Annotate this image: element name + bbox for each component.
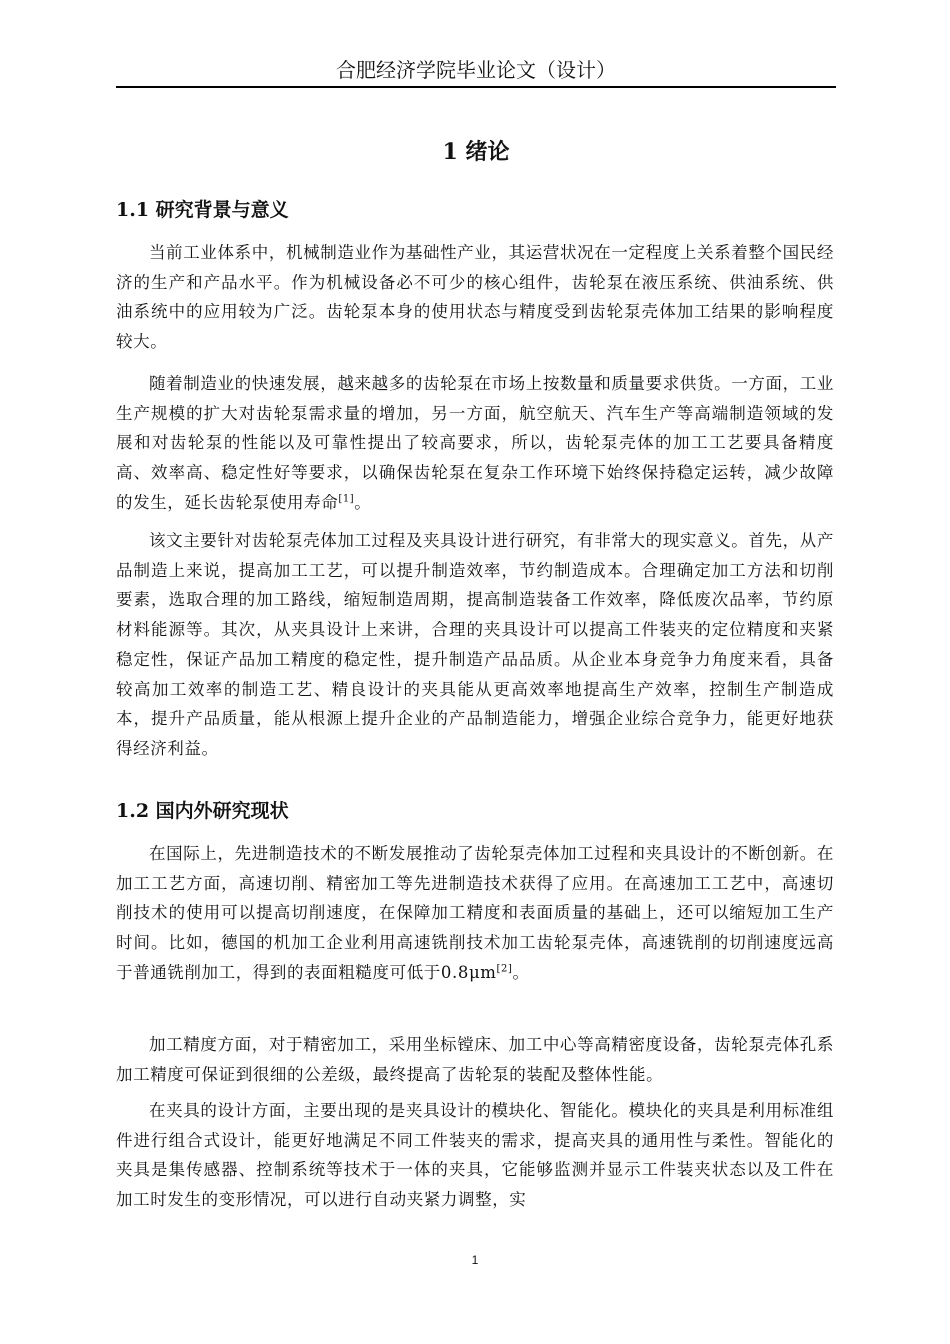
paragraph [116,369,834,518]
chapter-title: 1 绪论 [442,139,510,165]
citation-ref: [1] [338,493,355,505]
paragraph-text: 当前工业体系中，机械制造业作为基础性产业，其运营状况在一定程度上关系着整个国民经济的生产和产品水平。作为机械设备必不可少的核心组件，齿轮泵在液压系统、供油系统、供油系统中的应用较为广泛。齿轮泵本身的使用状态与精度受到齿轮泵壳体加工结果的影响程度较大。 [116,243,834,352]
paragraph-text: 在国际上，先进制造技术的不断发展推动了齿轮泵壳体加工过程和夹具设计的不断创新。在加工工艺方面，高速切削、精密加工等先进制造技术获得了应用。在高速加工工艺中，高速切削技术的使用可以提高切削速度，在保障加工精度和表面质量的基础上，还可以缩短加工生产时间。比如，德国的机加工企业利用高速铣削技术加工齿轮泵壳体，高速铣削的切削速度远高于普通铣削加工，得到的表面粗糙度可低于0.8μm [116,844,834,982]
page-header [116,56,836,88]
paragraph-tail: 。 [354,492,372,512]
section-title: 1.1 研究背景与意义 [116,199,289,221]
paragraph [116,526,834,764]
citation-ref: [2] [496,963,513,975]
paragraph-text: 该文主要针对齿轮泵壳体加工过程及夹具设计进行研究，有非常大的现实意义。首先，从产品制造上来说，提高加工工艺，可以提升制造效率，节约制造成本。合理确定加工方法和切削要素，选取合理的加工路线，缩短制造周期，提高制造装备工作效率，降低废次品率，节约原材料能源等。其次，从夹具设计上来讲，合理的夹具设计可以提高工件装夹的定位精度和夹紧稳定性，保证产品加工精度的稳定性，提升制造产品品质。从企业本身竞争力角度来看，具备较高加工效率的制造工艺、精良设计的夹具能从更高效率地提高生产效率，控制生产制造成本，提升产品质量，能从根源上提升企业的产品制造能力，增强企业综合竞争力，能更好地获得经济利益。 [116,531,834,758]
section-title: 1.2 国内外研究现状 [116,800,289,822]
paragraph [116,238,834,357]
page-number: 1 [471,1253,479,1267]
paragraph [116,839,834,988]
paragraph-tail: 。 [512,962,530,982]
paragraph [116,1030,834,1089]
paragraph-text: 在夹具的设计方面，主要出现的是夹具设计的模块化、智能化。模块化的夹具是利用标准组件进行组合式设计，能更好地满足不同工件装夹的需求，提高夹具的通用性与柔性。智能化的夹具是集传感器、控制系统等技术于一体的夹具，它能够监测并显示工件装夹状态以及工件在加工时发生的变形情况，可以进行自动夹紧力调整，实 [116,1101,834,1210]
paragraph [116,1096,834,1215]
paragraph-text: 加工精度方面，对于精密加工，采用坐标镗床、加工中心等高精密度设备，齿轮泵壳体孔系加工精度可保证到很细的公差级，最终提高了齿轮泵的装配及整体性能。 [116,1035,834,1084]
paragraph-text: 随着制造业的快速发展，越来越多的齿轮泵在市场上按数量和质量要求供货。一方面，工业生产规模的扩大对齿轮泵需求量的增加，另一方面，航空航天、汽车生产等高端制造领域的发展和对齿轮泵的性能以及可靠性提出了较高要求，所以，齿轮泵壳体的加工工艺要具备精度高、效率高、稳定性好等要求，以确保齿轮泵在复杂工作环境下始终保持稳定运转，减少故障的发生，延长齿轮泵使用寿命 [116,374,834,512]
header-title: 合肥经济学院毕业论文（设计） [336,58,616,82]
